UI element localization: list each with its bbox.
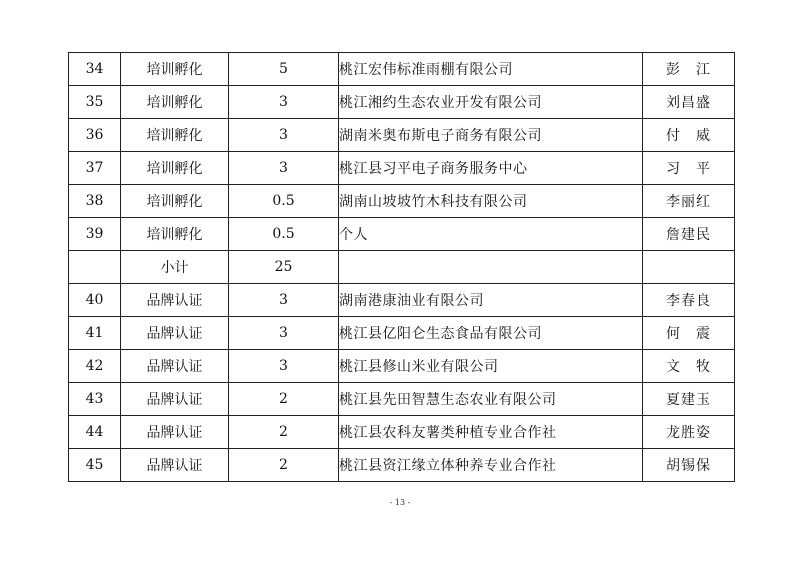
row-number-cell [69,251,121,284]
contact-person-cell: 习 平 [643,152,735,185]
support-type-cell: 培训孵化 [121,119,229,152]
table-row [69,284,735,317]
amount-cell: 3 [229,317,339,350]
row-number-cell: 35 [69,86,121,119]
row-number-cell: 36 [69,119,121,152]
amount-cell: 3 [229,152,339,185]
company-cell: 湖南山坡坡竹木科技有限公司 [339,185,643,218]
contact-person-cell [643,251,735,284]
table-row [69,317,735,350]
row-number-cell: 38 [69,185,121,218]
contact-person-cell: 何 震 [643,317,735,350]
company-cell: 桃江县资江缘立体种养专业合作社 [339,449,643,482]
table-row [69,218,735,251]
contact-person-cell: 龙胜姿 [643,416,735,449]
table-body [69,53,735,482]
amount-cell: 2 [229,416,339,449]
table-row [69,86,735,119]
contact-person-cell: 夏建玉 [643,383,735,416]
amount-cell: 3 [229,350,339,383]
support-type-cell: 品牌认证 [121,317,229,350]
amount-cell: 3 [229,86,339,119]
support-type-cell: 培训孵化 [121,185,229,218]
company-cell: 桃江湘约生态农业开发有限公司 [339,86,643,119]
support-type-cell: 培训孵化 [121,53,229,86]
amount-cell: 3 [229,284,339,317]
table-row [69,185,735,218]
row-number-cell: 34 [69,53,121,86]
row-number-cell: 41 [69,317,121,350]
contact-person-cell: 李丽红 [643,185,735,218]
amount-cell: 0.5 [229,218,339,251]
table-row [69,350,735,383]
row-number-cell: 39 [69,218,121,251]
company-cell: 桃江宏伟标准雨棚有限公司 [339,53,643,86]
company-cell: 桃江县习平电子商务服务中心 [339,152,643,185]
company-cell: 桃江县农科友薯类种植专业合作社 [339,416,643,449]
page-number: - 13 - [389,498,411,507]
funding-table [68,52,735,482]
contact-person-cell: 刘昌盛 [643,86,735,119]
table-row [69,53,735,86]
support-type-cell: 品牌认证 [121,416,229,449]
amount-cell: 5 [229,53,339,86]
amount-cell: 2 [229,383,339,416]
amount-cell: 25 [229,251,339,284]
contact-person-cell: 彭 江 [643,53,735,86]
support-type-cell: 小计 [121,251,229,284]
row-number-cell: 43 [69,383,121,416]
support-type-cell: 培训孵化 [121,218,229,251]
table-row [69,152,735,185]
amount-cell: 0.5 [229,185,339,218]
table-row [69,251,735,284]
company-cell: 桃江县亿阳仑生态食品有限公司 [339,317,643,350]
table-row [69,119,735,152]
row-number-cell: 37 [69,152,121,185]
row-number-cell: 40 [69,284,121,317]
contact-person-cell: 詹建民 [643,218,735,251]
company-cell: 个人 [339,218,643,251]
amount-cell: 3 [229,119,339,152]
row-number-cell: 45 [69,449,121,482]
contact-person-cell: 文 牧 [643,350,735,383]
table-row [69,449,735,482]
support-type-cell: 培训孵化 [121,152,229,185]
company-cell: 桃江县修山米业有限公司 [339,350,643,383]
row-number-cell: 44 [69,416,121,449]
company-cell: 湖南米奥布斯电子商务有限公司 [339,119,643,152]
support-type-cell: 品牌认证 [121,284,229,317]
contact-person-cell: 李春良 [643,284,735,317]
contact-person-cell: 胡锡保 [643,449,735,482]
company-cell: 桃江县先田智慧生态农业有限公司 [339,383,643,416]
contact-person-cell: 付 威 [643,119,735,152]
support-type-cell: 培训孵化 [121,86,229,119]
company-cell [339,251,643,284]
table-row [69,383,735,416]
company-cell: 湖南港康油业有限公司 [339,284,643,317]
support-type-cell: 品牌认证 [121,449,229,482]
row-number-cell: 42 [69,350,121,383]
support-type-cell: 品牌认证 [121,383,229,416]
amount-cell: 2 [229,449,339,482]
table-row [69,416,735,449]
support-type-cell: 品牌认证 [121,350,229,383]
